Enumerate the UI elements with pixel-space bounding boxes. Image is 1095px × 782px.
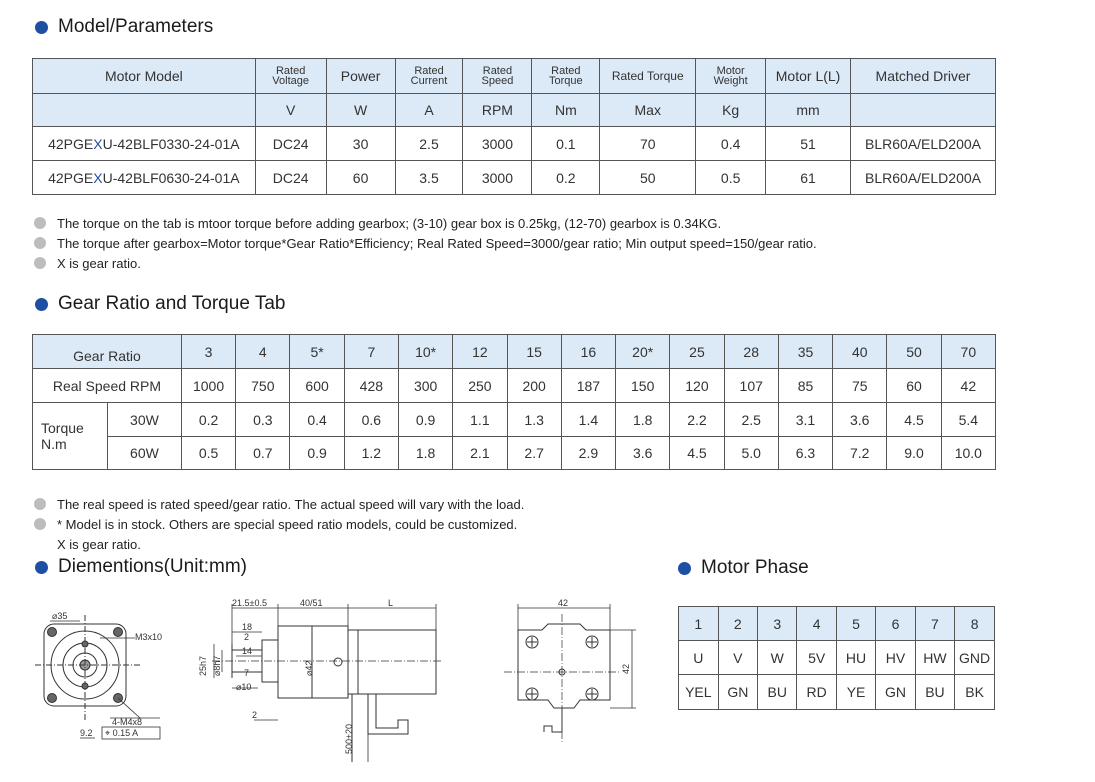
- header-rated-torque-max: Rated Torque: [600, 59, 696, 94]
- header-motor-weight: Motor Weight: [696, 59, 766, 94]
- real-speed-cell: 60: [887, 369, 941, 403]
- gear-ratio-cell: 12: [453, 335, 507, 369]
- gear-ratio-cell: 16: [561, 335, 615, 369]
- real-speed-cell: 107: [724, 369, 778, 403]
- unit-cell: Nm: [532, 94, 600, 127]
- bullet-icon: [34, 498, 46, 510]
- torque-30w-cell: 4.5: [887, 403, 941, 437]
- rear-view-drawing: [496, 594, 646, 754]
- gear-ratio-cell: 20*: [616, 335, 670, 369]
- motor-body-outline: [348, 630, 436, 694]
- torque-30w-cell: 2.2: [670, 403, 724, 437]
- real-speed-cell: 187: [561, 369, 615, 403]
- phase-number-cell: 5: [836, 607, 875, 641]
- mount-hole-icon: [114, 628, 123, 637]
- torque-30w-cell: 1.8: [616, 403, 670, 437]
- phase-signal-cell: W: [758, 641, 797, 675]
- notes-model-params: [34, 213, 817, 273]
- voltage-cell: DC24: [255, 161, 326, 195]
- dim-label: 42: [621, 663, 631, 674]
- torque-60w-cell: 1.2: [344, 437, 398, 470]
- phase-signal-cell: U: [679, 641, 719, 675]
- note-item: The torque after gearbox=Motor torque*Gear Ratio*Efficiency; Real Rated Speed=3000/gear ratio; Min output speed=150/gear ratio.: [34, 233, 817, 253]
- torque-60w-cell: 3.6: [616, 437, 670, 470]
- phase-number-cell: 2: [718, 607, 757, 641]
- torque-60w-cell: 4.5: [670, 437, 724, 470]
- dim-label: 4-M4x8: [112, 717, 143, 727]
- torque-60w-row: [33, 437, 996, 470]
- phase-color-cell: RD: [797, 675, 836, 710]
- gear-ratio-torque-table: [32, 334, 996, 470]
- bullet-icon: [34, 217, 46, 229]
- note-item: The torque on the tab is mtoor torque before adding gearbox; (3-10) gear box is 0.25kg, (12-70) gearbox is 0.34KG.: [34, 213, 817, 233]
- torque-60w-cell: 2.1: [453, 437, 507, 470]
- gear-ratio-row: [33, 335, 996, 369]
- bullet-dot-icon: [35, 298, 48, 311]
- weight-cell: 0.4: [696, 127, 766, 161]
- phase-number-cell: 1: [679, 607, 719, 641]
- torque-30w-row: [33, 403, 996, 437]
- unit-cell: [33, 94, 256, 127]
- gear-ratio-label: Gear Ratio: [33, 335, 182, 369]
- phase-color-cell: GN: [718, 675, 757, 710]
- gear-ratio-cell: 5*: [290, 335, 344, 369]
- max-torque-cell: 70: [600, 127, 696, 161]
- phase-signal-cell: 5V: [797, 641, 836, 675]
- unit-cell: mm: [766, 94, 851, 127]
- phase-number-cell: 4: [797, 607, 836, 641]
- power-cell: 30: [326, 127, 395, 161]
- phase-signal-cell: HU: [836, 641, 875, 675]
- dim-label: ⌀35: [52, 611, 68, 621]
- torque-30w-cell: 0.9: [398, 403, 452, 437]
- real-speed-cell: 75: [833, 369, 887, 403]
- driver-cell: BLR60A/ELD200A: [851, 127, 996, 161]
- torque-60w-cell: 2.7: [507, 437, 561, 470]
- unit-cell: RPM: [463, 94, 532, 127]
- phase-color-cell: BK: [955, 675, 995, 710]
- torque-30w-cell: 1.3: [507, 403, 561, 437]
- phase-color-cell: YE: [836, 675, 875, 710]
- phase-signal-row: [679, 641, 995, 675]
- header-power: Power: [326, 59, 395, 94]
- dim-label: 500±20: [344, 724, 354, 754]
- bullet-dot-icon: [678, 562, 691, 575]
- length-cell: 61: [766, 161, 851, 195]
- max-torque-cell: 50: [600, 161, 696, 195]
- unit-cell: Kg: [696, 94, 766, 127]
- section-title-dimensions: Diementions(Unit:mm): [35, 556, 247, 578]
- real-speed-cell: 1000: [181, 369, 235, 403]
- dim-label: L: [388, 598, 394, 608]
- section-title-motor-phase: Motor Phase: [678, 557, 809, 579]
- gear-ratio-cell: 10*: [398, 335, 452, 369]
- dim-label: 18: [242, 622, 253, 632]
- torque-30w-cell: 3.6: [833, 403, 887, 437]
- real-speed-cell: 120: [670, 369, 724, 403]
- dim-label: ⌀8h7: [212, 655, 222, 676]
- torque-cell: 0.2: [532, 161, 600, 195]
- model-name-cell: 42PGEXU-42BLF0330-24-01A: [33, 127, 256, 161]
- phase-signal-cell: HV: [876, 641, 915, 675]
- gear-ratio-cell: 4: [236, 335, 290, 369]
- unit-cell: [851, 94, 996, 127]
- mount-hole-icon: [48, 628, 57, 637]
- unit-cell: W: [326, 94, 395, 127]
- screw-hole-icon: [82, 641, 88, 647]
- real-speed-cell: 600: [290, 369, 344, 403]
- gear-ratio-cell: 35: [778, 335, 832, 369]
- torque-cell: 0.1: [532, 127, 600, 161]
- torque-30w-cell: 1.4: [561, 403, 615, 437]
- phase-number-cell: 7: [915, 607, 955, 641]
- phase-number-cell: 6: [876, 607, 915, 641]
- note-item: * Model is in stock. Others are special speed ratio models, could be customized.: [34, 514, 524, 534]
- torque-60w-cell: 2.9: [561, 437, 615, 470]
- bullet-icon: [34, 518, 46, 530]
- note-item: X is gear ratio.: [34, 253, 817, 273]
- gear-ratio-cell: 70: [941, 335, 995, 369]
- voltage-cell: DC24: [255, 127, 326, 161]
- model-table-units-row: [33, 94, 996, 127]
- torque-60w-cell: 9.0: [887, 437, 941, 470]
- section-title-gear-ratio: Gear Ratio and Torque Tab: [35, 293, 285, 315]
- notes-gear-ratio: [34, 494, 524, 554]
- torque-60w-cell: 10.0: [941, 437, 995, 470]
- bullet-icon: [34, 257, 46, 269]
- gear-ratio-cell: 7: [344, 335, 398, 369]
- dim-label: 2: [244, 632, 250, 642]
- torque-60w-cell: 0.7: [236, 437, 290, 470]
- phase-color-cell: GN: [876, 675, 915, 710]
- model-name-cell: 42PGEXU-42BLF0630-24-01A: [33, 161, 256, 195]
- torque-60w-label: 60W: [107, 437, 181, 470]
- phase-signal-cell: V: [718, 641, 757, 675]
- torque-60w-cell: 1.8: [398, 437, 452, 470]
- torque-30w-cell: 0.4: [290, 403, 344, 437]
- real-speed-cell: 250: [453, 369, 507, 403]
- header-matched-driver: Matched Driver: [851, 59, 996, 94]
- dim-label: 21.5±0.5: [232, 598, 267, 608]
- unit-cell: Max: [600, 94, 696, 127]
- dim-label: 40/51: [300, 598, 323, 608]
- dim-label: 25h7: [198, 655, 208, 676]
- speed-cell: 3000: [463, 161, 532, 195]
- mount-hole-icon: [48, 694, 57, 703]
- dim-label: 7: [244, 668, 250, 678]
- torque-60w-cell: 6.3: [778, 437, 832, 470]
- torque-30w-label: 30W: [107, 403, 181, 437]
- real-speed-cell: 200: [507, 369, 561, 403]
- gear-ratio-cell: 15: [507, 335, 561, 369]
- torque-label: Torque N.m: [33, 403, 108, 470]
- gear-ratio-cell: 40: [833, 335, 887, 369]
- screw-hole-icon: [82, 683, 88, 689]
- length-cell: 51: [766, 127, 851, 161]
- gear-ratio-cell: 50: [887, 335, 941, 369]
- header-rated-speed: Rated Speed: [463, 59, 532, 94]
- bullet-dot-icon: [35, 561, 48, 574]
- real-speed-cell: 42: [941, 369, 995, 403]
- model-row-30w: [33, 127, 996, 161]
- weight-cell: 0.5: [696, 161, 766, 195]
- torque-30w-cell: 0.2: [181, 403, 235, 437]
- unit-cell: A: [395, 94, 463, 127]
- phase-color-cell: YEL: [679, 675, 719, 710]
- model-parameters-table: [32, 58, 996, 195]
- front-flange-drawing: [30, 600, 180, 750]
- dim-label: M3x10: [135, 632, 163, 642]
- torque-30w-cell: 3.1: [778, 403, 832, 437]
- header-rated-torque: Rated Torque: [532, 59, 600, 94]
- real-speed-cell: 428: [344, 369, 398, 403]
- phase-signal-cell: GND: [955, 641, 995, 675]
- dim-label: 9.2: [80, 728, 93, 738]
- torque-60w-cell: 5.0: [724, 437, 778, 470]
- torque-60w-cell: 0.5: [181, 437, 235, 470]
- phase-number-cell: 8: [955, 607, 995, 641]
- real-speed-cell: 300: [398, 369, 452, 403]
- motor-phase-table: [678, 606, 995, 710]
- current-cell: 2.5: [395, 127, 463, 161]
- gear-ratio-cell: 3: [181, 335, 235, 369]
- real-speed-cell: 750: [236, 369, 290, 403]
- model-row-60w: [33, 161, 996, 195]
- header-motor-length: Motor L(L): [766, 59, 851, 94]
- power-cell: 60: [326, 161, 395, 195]
- model-table-header-row: [33, 59, 996, 94]
- dim-label: ⌀42: [304, 660, 314, 676]
- section-title-model-params: Model/Parameters: [35, 16, 213, 38]
- gear-ratio-cell: 28: [724, 335, 778, 369]
- phase-signal-cell: HW: [915, 641, 955, 675]
- dim-label: ⌀10: [236, 682, 252, 692]
- note-item: X is gear ratio.: [57, 536, 141, 552]
- phase-color-cell: BU: [915, 675, 955, 710]
- dim-label: 42: [558, 598, 569, 608]
- torque-60w-cell: 0.9: [290, 437, 344, 470]
- phase-number-row: [679, 607, 995, 641]
- torque-30w-cell: 0.6: [344, 403, 398, 437]
- tolerance-label: ⌖ 0.15 A: [105, 728, 139, 738]
- phase-number-cell: 3: [758, 607, 797, 641]
- real-speed-row: [33, 369, 996, 403]
- header-rated-voltage: Rated Voltage: [255, 59, 326, 94]
- real-speed-cell: 150: [616, 369, 670, 403]
- torque-30w-cell: 0.3: [236, 403, 290, 437]
- bullet-icon: [34, 237, 46, 249]
- note-item: The real speed is rated speed/gear ratio. The actual speed will vary with the load.: [34, 494, 524, 514]
- phase-color-cell: BU: [758, 675, 797, 710]
- bullet-dot-icon: [35, 21, 48, 34]
- gear-ratio-cell: 25: [670, 335, 724, 369]
- current-cell: 3.5: [395, 161, 463, 195]
- unit-cell: V: [255, 94, 326, 127]
- real-speed-cell: 85: [778, 369, 832, 403]
- side-view-drawing: [192, 594, 454, 770]
- torque-30w-cell: 2.5: [724, 403, 778, 437]
- torque-60w-cell: 7.2: [833, 437, 887, 470]
- header-rated-current: Rated Current: [395, 59, 463, 94]
- speed-cell: 3000: [463, 127, 532, 161]
- driver-cell: BLR60A/ELD200A: [851, 161, 996, 195]
- torque-30w-cell: 1.1: [453, 403, 507, 437]
- torque-30w-cell: 5.4: [941, 403, 995, 437]
- header-motor-model: Motor Model: [33, 59, 256, 94]
- real-speed-label: Real Speed RPM: [33, 369, 182, 403]
- phase-color-row: [679, 675, 995, 710]
- dim-label: 2: [252, 710, 258, 720]
- dim-label: 14: [242, 646, 253, 656]
